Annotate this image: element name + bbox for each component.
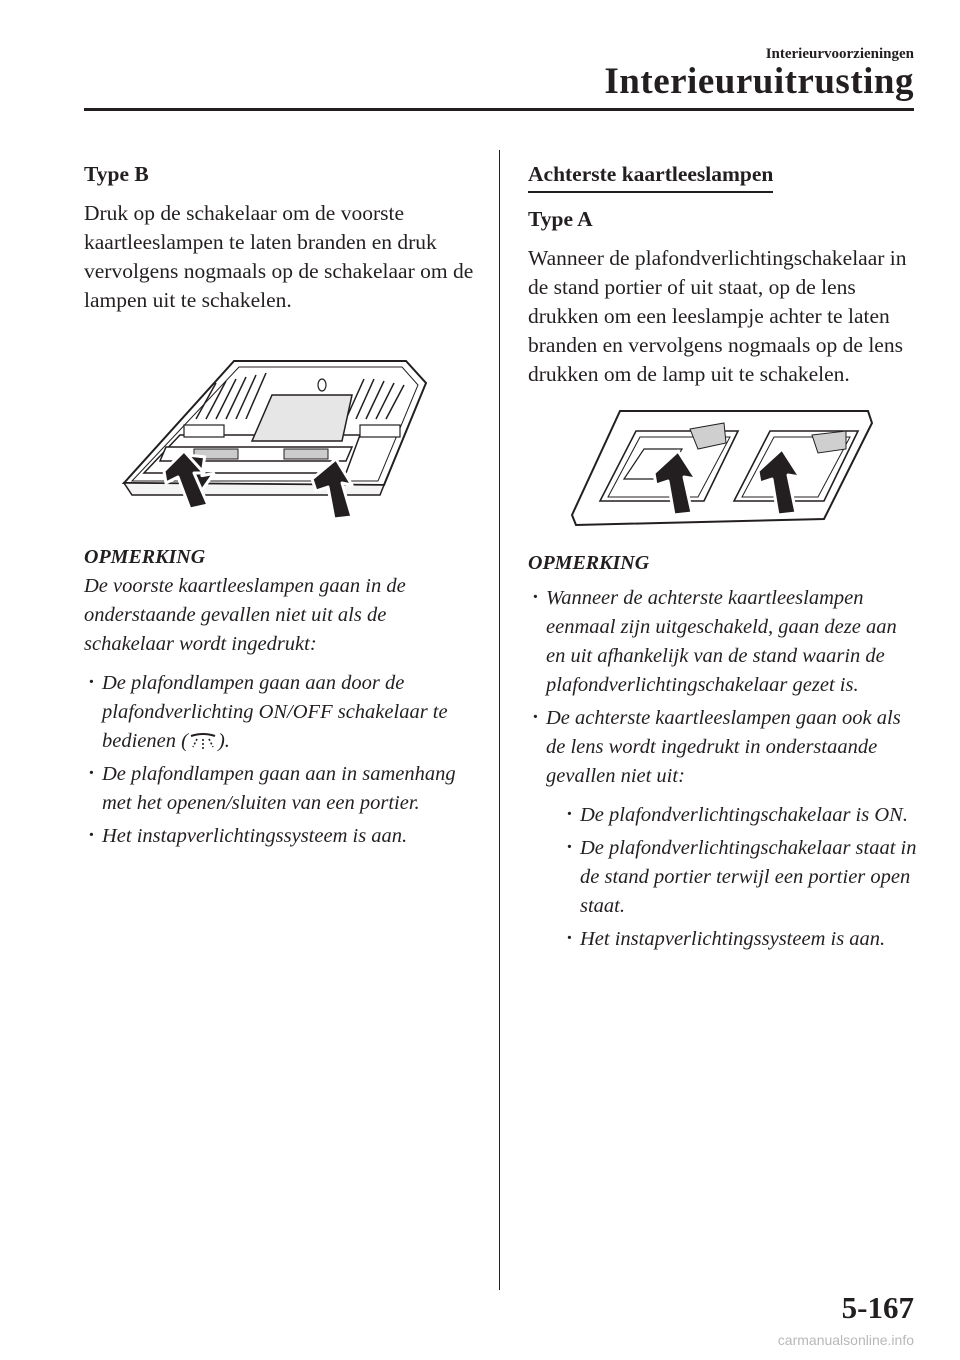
ceiling-light-icon bbox=[188, 731, 218, 751]
watermark: carmanualsonline.info bbox=[777, 1332, 914, 1348]
left-note-intro: De voorste kaartleeslampen gaan in de onderstaande gevallen niet uit als de schakelaar wordt ingedrukt: bbox=[84, 575, 406, 655]
right-note-subitem: · De plafondverlichtingschakelaar staat in de stand portier terwijl een portier open staat. bbox=[562, 834, 918, 921]
column-divider bbox=[499, 150, 500, 1290]
left-note-item: · De plafondlampen gaan aan door de plafondverlichting ON/OFF schakelaar te bedienen ( ). bbox=[84, 669, 476, 756]
left-note-list bbox=[84, 669, 476, 851]
right-note-subitem: · De plafondverlichtingschakelaar is ON. bbox=[562, 801, 918, 830]
section-header: Interieurvoorzieningen bbox=[765, 46, 914, 62]
left-note-item: · De plafondlampen gaan aan in samenhang met het openen/sluiten van een portier. bbox=[84, 760, 476, 818]
left-paragraph: Druk op de schakelaar om de voorste kaartleeslampen te laten branden en druk vervolgens nogmaals op de schakelaar om de lampen uit te schakelen. bbox=[84, 201, 474, 312]
front-map-lamp-illustration bbox=[84, 323, 476, 533]
left-column bbox=[84, 160, 476, 851]
page-number: 5-167 bbox=[841, 1290, 914, 1325]
rear-map-lamp-illustration bbox=[528, 401, 918, 531]
right-subheading: Type A bbox=[528, 207, 593, 231]
right-section-title: Achterste kaartleeslampen bbox=[528, 160, 773, 193]
chapter-title: Interieuruitrusting bbox=[604, 61, 914, 102]
left-note-item: · Het instapverlichtingssysteem is aan. bbox=[84, 822, 476, 851]
right-note-item: · Wanneer de achterste kaartleeslampen eenmaal zijn uitgeschakeld, gaan deze aan en uit afhankelijk van de stand waarin de plafondverlichtingschakelaar gezet is. bbox=[528, 584, 918, 700]
right-note-subitem: · Het instapverlichtingssysteem is aan. bbox=[562, 925, 918, 954]
right-note-sublist bbox=[546, 801, 918, 954]
right-note-item: · De achterste kaartleeslampen gaan ook als de lens wordt ingedrukt in onderstaande gevallen niet uit: · De plafondverlichtingschakelaar is ON. · De plafondverlichtingschakelaar staat in de stand portier terwijl een portier open staat. · Het instapverlichtingssysteem is aan. bbox=[528, 704, 918, 954]
header-rule bbox=[84, 108, 914, 111]
left-note-heading: OPMERKING bbox=[84, 546, 206, 568]
right-column bbox=[528, 160, 918, 954]
right-note-list bbox=[528, 584, 918, 954]
right-note-heading: OPMERKING bbox=[528, 552, 650, 574]
left-subheading: Type B bbox=[84, 162, 149, 186]
right-paragraph: Wanneer de plafondverlichtingschakelaar in de stand portier of uit staat, op de lens drukken om een leeslampje achter te laten branden en vervolgens nogmaals op de lens drukken om de lamp uit te schakelen. bbox=[528, 246, 907, 386]
